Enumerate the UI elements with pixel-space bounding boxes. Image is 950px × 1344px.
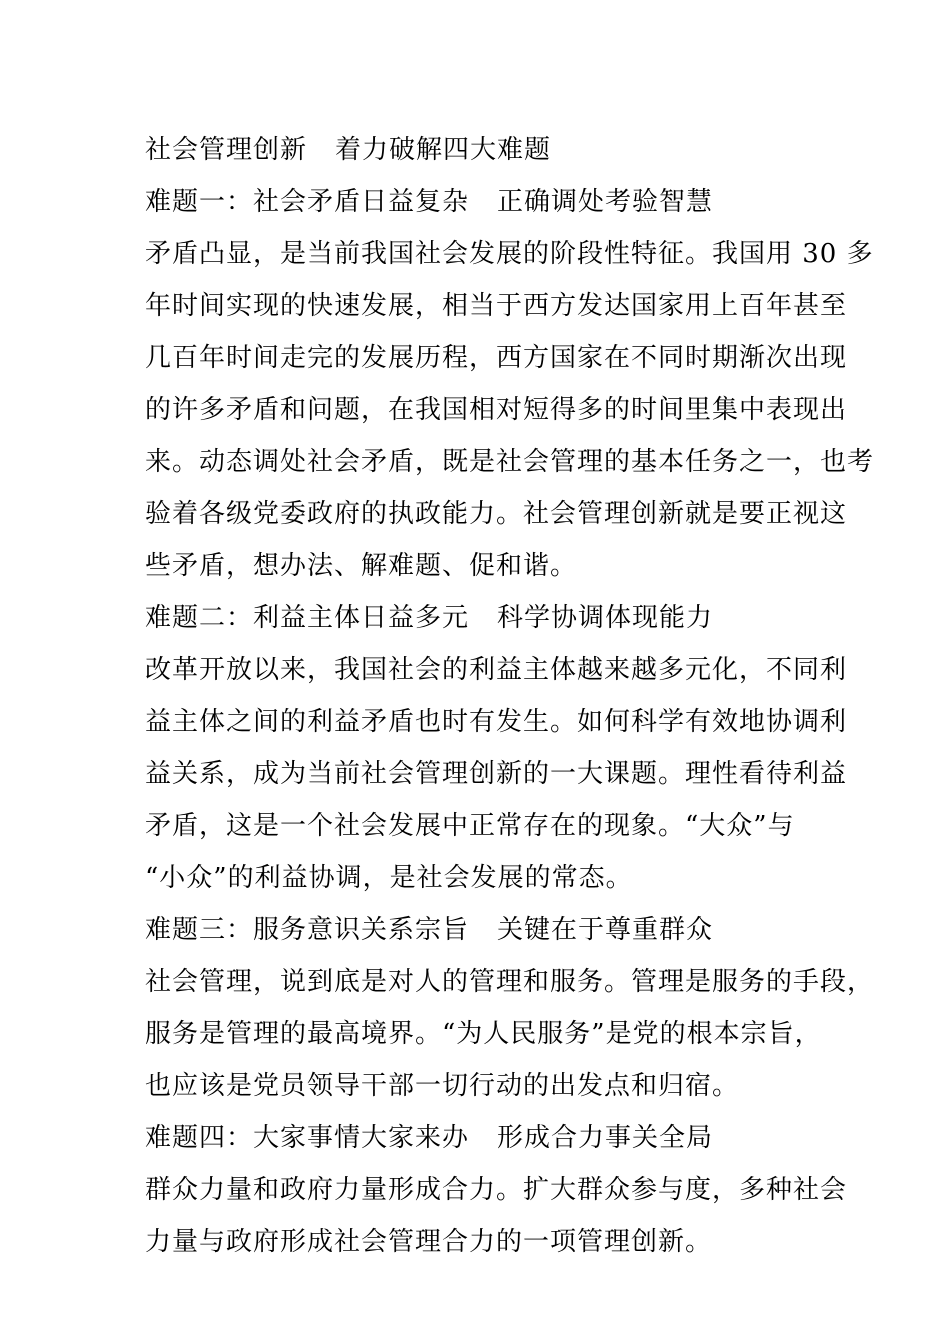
heading-left: 难题一：社会矛盾日益复杂 xyxy=(145,187,470,217)
paragraph-line: 来。动态调处社会矛盾，既是社会管理的基本任务之一，也考 xyxy=(145,447,875,477)
paragraph-line: 改革开放以来，我国社会的利益主体越来越多元化，不同利 xyxy=(145,655,848,685)
paragraph-line: 些矛盾，想办法、解难题、促和谐。 xyxy=(145,551,578,581)
paragraph-line: 矛盾，这是一个社会发展中正常存在的现象。“大众”与 xyxy=(145,811,795,841)
document-body xyxy=(145,124,875,1268)
heading-left: 难题四：大家事情大家来办 xyxy=(145,1123,470,1153)
section-paragraph-1 xyxy=(145,228,875,592)
section-heading-2 xyxy=(145,592,810,644)
paragraph-line: 力量与政府形成社会管理合力的一项管理创新。 xyxy=(145,1227,713,1257)
paragraph-line: “小众”的利益协调，是社会发展的常态。 xyxy=(145,863,633,893)
paragraph-line: 几百年时间走完的发展历程，西方国家在不同时期渐次出现 xyxy=(145,343,848,373)
heading-right: 关键在于尊重群众 xyxy=(497,915,714,945)
paragraph-line: 服务是管理的最高境界。“为人民服务”是党的根本宗旨， xyxy=(145,1019,822,1049)
document-title xyxy=(145,124,810,176)
heading-right: 形成合力事关全局 xyxy=(497,1123,714,1153)
section-paragraph-3 xyxy=(145,956,875,1112)
paragraph-line: 验着各级党委政府的执政能力。社会管理创新就是要正视这 xyxy=(145,499,848,529)
heading-left: 难题三：服务意识关系宗旨 xyxy=(145,915,470,945)
section-heading-3 xyxy=(145,904,810,956)
paragraph-line: 益关系，成为当前社会管理创新的一大课题。理性看待利益 xyxy=(145,759,848,789)
paragraph-line: 社会管理，说到底是对人的管理和服务。管理是服务的手段， xyxy=(145,967,875,997)
heading-left: 难题二：利益主体日益多元 xyxy=(145,603,470,633)
section-heading-4 xyxy=(145,1112,810,1164)
section-paragraph-2 xyxy=(145,644,848,904)
paragraph-line: 年时间实现的快速发展，相当于西方发达国家用上百年甚至 xyxy=(145,291,848,321)
section-paragraph-4 xyxy=(145,1164,848,1268)
paragraph-line: 也应该是党员领导干部一切行动的出发点和归宿。 xyxy=(145,1071,740,1101)
title-right: 着力破解四大难题 xyxy=(335,135,552,165)
paragraph-line: 益主体之间的利益矛盾也时有发生。如何科学有效地协调利 xyxy=(145,707,848,737)
paragraph-line: 矛盾凸显，是当前我国社会发展的阶段性特征。我国用 30 多 xyxy=(145,239,874,269)
title-left: 社会管理创新 xyxy=(145,135,308,165)
heading-right: 科学协调体现能力 xyxy=(497,603,714,633)
paragraph-line: 的许多矛盾和问题，在我国相对短得多的时间里集中表现出 xyxy=(145,395,848,425)
paragraph-line: 群众力量和政府力量形成合力。扩大群众参与度，多种社会 xyxy=(145,1175,848,1205)
heading-right: 正确调处考验智慧 xyxy=(497,187,714,217)
section-heading-1 xyxy=(145,176,810,228)
